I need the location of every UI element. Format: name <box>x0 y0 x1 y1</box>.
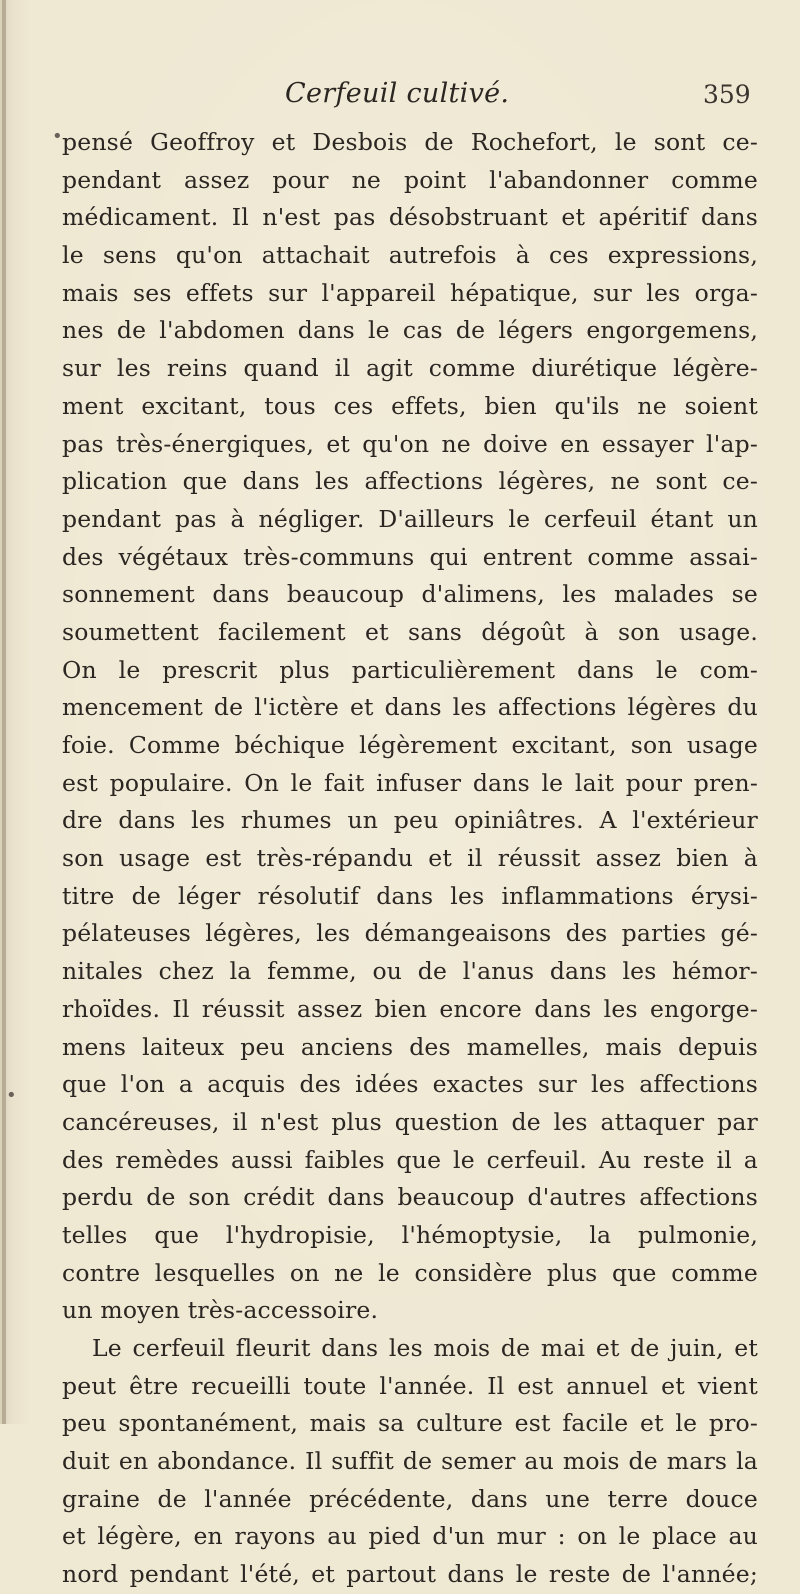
text-line: un moyen très-accessoire. <box>62 1296 379 1325</box>
page-header <box>0 78 800 118</box>
text-line: mencement de l'ictère et dans les affections légères du <box>62 693 758 722</box>
text-line: rhoïdes. Il réussit assez bien encore dans les engorge- <box>62 994 758 1023</box>
margin-dot: • <box>6 1085 17 1106</box>
text-line: pendant assez pour ne point l'abandonner comme <box>62 165 758 194</box>
text-line: sonnement dans beaucoup d'alimens, les malades se <box>62 580 758 609</box>
text-line: nord pendant l'été, et partout dans le reste de l'année; <box>62 1560 758 1589</box>
text-line: plication que dans les affections légères, ne sont ce- <box>62 467 758 496</box>
text-line: pas très-énergiques, et qu'on ne doive en essayer l'ap- <box>62 429 758 458</box>
text-line: nes de l'abdomen dans le cas de légers engorgemens, <box>62 316 758 345</box>
text-line: le sens qu'on attachait autrefois à ces expressions, <box>62 241 758 270</box>
text-line: contre lesquelles on ne le considère plus que comme <box>62 1258 758 1287</box>
text-line: dre dans les rhumes un peu opiniâtres. A l'extérieur <box>62 806 758 835</box>
body-text <box>62 124 758 1594</box>
text-line: que l'on a acquis des idées exactes sur les affections <box>62 1070 758 1099</box>
text-line: des remèdes aussi faibles que le cerfeuil. Au reste il a <box>62 1145 758 1174</box>
text-line: foie. Comme béchique légèrement excitant, son usage <box>62 731 758 759</box>
text-line: soumettent facilement et sans dégoût à son usage. <box>62 617 758 646</box>
paragraph-1 <box>62 124 758 1330</box>
text-line: peut être recueilli toute l'année. Il est annuel et vient <box>62 1371 758 1400</box>
text-line: pensé Geoffroy et Desbois de Rochefort, le sont ce- <box>62 128 758 156</box>
text-line: pélateuses légères, les démangeaisons des parties gé- <box>62 919 758 948</box>
text-line: nitales chez la femme, ou de l'anus dans les hémor- <box>62 957 758 986</box>
paragraph-2 <box>62 1330 758 1594</box>
running-title: Cerfeuil cultivé. <box>285 78 510 109</box>
text-line: et légère, en rayons au pied d'un mur : on le place au <box>62 1522 758 1551</box>
text-line: mais ses effets sur l'appareil hépatique, sur les orga- <box>62 278 758 307</box>
text-line: mens laiteux peu anciens des mamelles, mais depuis <box>62 1032 758 1061</box>
text-line: est populaire. On le fait infuser dans le lait pour pren- <box>62 768 758 797</box>
text-line: cancéreuses, il n'est plus question de les attaquer par <box>62 1107 758 1136</box>
text-line: On le prescrit plus particulièrement dans le com- <box>62 655 758 684</box>
text-line: peu spontanément, mais sa culture est facile et le pro- <box>62 1409 758 1438</box>
margin-dot: • <box>52 126 63 147</box>
text-line: ment excitant, tous ces effets, bien qu'ils ne soient <box>62 391 758 420</box>
text-line: graine de l'année précédente, dans une terre douce <box>62 1484 758 1513</box>
text-line: pendant pas à négliger. D'ailleurs le cerfeuil étant un <box>62 504 758 533</box>
text-line: Le cerfeuil fleurit dans les mois de mai et de juin, et <box>92 1334 758 1362</box>
text-line: sur les reins quand il agit comme diurétique légère- <box>62 354 758 383</box>
text-line: médicament. Il n'est pas désobstruant et apéritif dans <box>62 203 758 232</box>
text-line: telles que l'hydropisie, l'hémoptysie, la pulmonie, <box>62 1220 758 1249</box>
text-line: perdu de son crédit dans beaucoup d'autres affections <box>62 1183 758 1212</box>
text-line: des végétaux très-communs qui entrent comme assai- <box>62 542 758 571</box>
binding-shadow <box>2 0 6 1424</box>
text-line: son usage est très-répandu et il réussit assez bien à <box>62 844 758 873</box>
page-number: 359 <box>703 80 751 109</box>
text-line: titre de léger résolutif dans les inflammations érysi- <box>62 881 758 910</box>
text-line: duit en abondance. Il suffit de semer au mois de mars la <box>62 1447 758 1476</box>
